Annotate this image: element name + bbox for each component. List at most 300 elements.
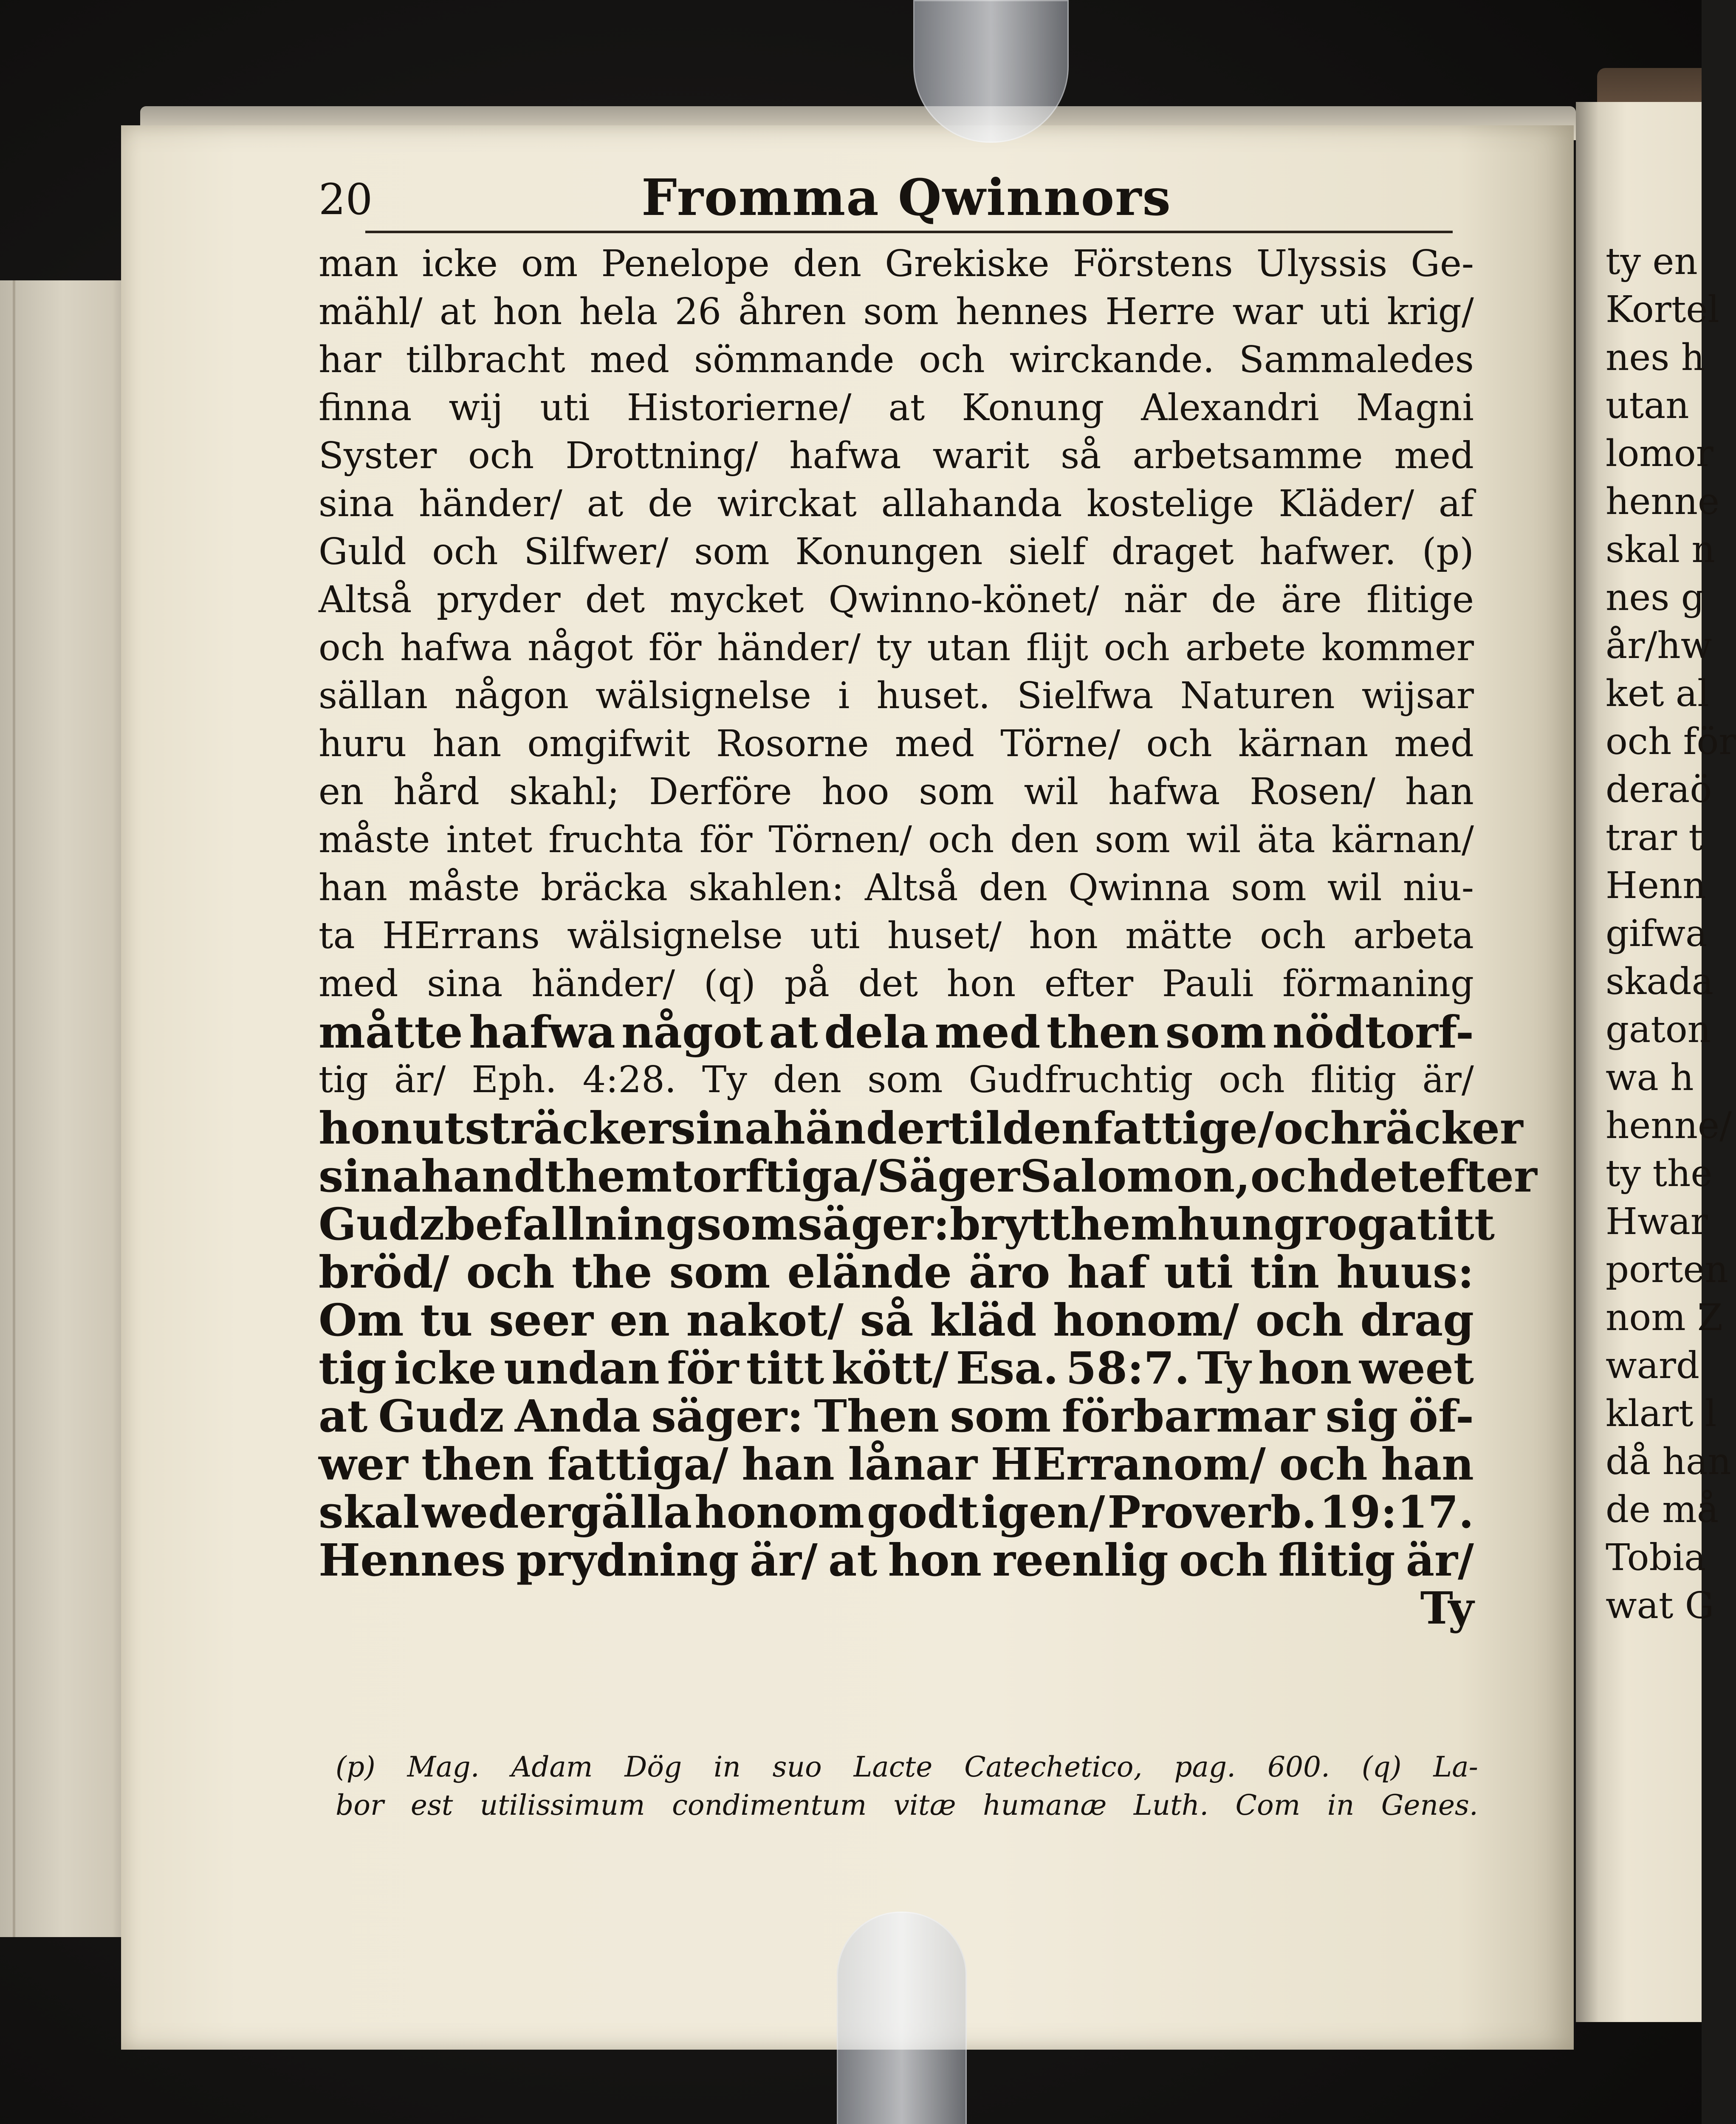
word: uti bbox=[810, 915, 860, 957]
word: om bbox=[521, 243, 578, 285]
word: niu- bbox=[1403, 867, 1474, 909]
word: at bbox=[888, 387, 925, 429]
word: huset/ bbox=[887, 915, 1002, 957]
word: någon bbox=[454, 675, 569, 717]
right-page-line: nes h bbox=[1606, 336, 1705, 379]
word: hon bbox=[1029, 915, 1098, 957]
word: något bbox=[621, 1006, 763, 1058]
word: som bbox=[919, 771, 994, 813]
word: drag bbox=[1360, 1294, 1474, 1346]
word: Naturen bbox=[1180, 675, 1335, 717]
word: titt bbox=[746, 1342, 824, 1394]
word: Syster bbox=[319, 435, 437, 477]
word: är/ bbox=[1406, 1534, 1474, 1586]
word: Derföre bbox=[649, 771, 792, 813]
word: fruchta bbox=[548, 819, 683, 861]
word: hafwa bbox=[1108, 771, 1220, 813]
word: at bbox=[439, 291, 476, 333]
word: in bbox=[1327, 1789, 1355, 1822]
word: kärnan/ bbox=[1331, 819, 1474, 861]
word: wedergälla bbox=[422, 1486, 692, 1538]
word: som bbox=[696, 1198, 798, 1250]
header-rule bbox=[365, 231, 1453, 233]
word: Genes. bbox=[1381, 1789, 1478, 1822]
right-page-line: henne/ bbox=[1606, 1104, 1732, 1147]
word: weet bbox=[1359, 1342, 1474, 1394]
word: Rosorne bbox=[716, 723, 869, 765]
word: den bbox=[1002, 1102, 1094, 1154]
word: wil bbox=[1186, 819, 1241, 861]
text-line bbox=[319, 336, 1474, 384]
word: och bbox=[466, 1246, 555, 1298]
footnote-line bbox=[336, 1748, 1478, 1786]
text-line bbox=[319, 1392, 1474, 1440]
word: nödtorf- bbox=[1272, 1006, 1474, 1058]
word: wil bbox=[1327, 867, 1382, 909]
word: händer/ bbox=[531, 963, 675, 1005]
word: bräcka bbox=[540, 867, 668, 909]
word: wälsignelse bbox=[567, 915, 783, 957]
right-page-line: gifwa bbox=[1606, 912, 1708, 955]
word: som bbox=[1165, 1006, 1267, 1058]
word: är/ bbox=[394, 1059, 446, 1101]
word: som bbox=[950, 1390, 1051, 1442]
word: Catechetico, bbox=[964, 1751, 1143, 1783]
word: honom/ bbox=[1053, 1294, 1239, 1346]
word: Törnen/ bbox=[768, 819, 912, 861]
word: Anda bbox=[514, 1390, 641, 1442]
word: det bbox=[1338, 1150, 1418, 1202]
word: Konungen bbox=[795, 531, 983, 573]
right-page-line: ward bbox=[1606, 1344, 1700, 1387]
word: som bbox=[694, 531, 770, 573]
word: Rosen/ bbox=[1250, 771, 1376, 813]
word: honom bbox=[694, 1486, 865, 1538]
word: en bbox=[610, 1294, 670, 1346]
text-line bbox=[319, 432, 1474, 480]
word: torftiga/ bbox=[672, 1150, 877, 1202]
word: hand bbox=[421, 1150, 545, 1202]
word: utilissimum bbox=[480, 1789, 645, 1822]
word: tu bbox=[420, 1294, 473, 1346]
right-page-line: Kortel bbox=[1606, 288, 1719, 331]
word: Ge- bbox=[1411, 243, 1474, 285]
word: säger: bbox=[651, 1390, 804, 1442]
word: sina bbox=[671, 1102, 773, 1154]
word: han bbox=[1381, 1438, 1474, 1490]
word: hafwa bbox=[789, 435, 901, 477]
right-page-line: lomor bbox=[1606, 432, 1713, 475]
word: Silfwer/ bbox=[524, 531, 669, 573]
word: sielf bbox=[1008, 531, 1086, 573]
word: tin bbox=[1250, 1246, 1320, 1298]
word: och bbox=[1179, 1534, 1268, 1586]
word: the bbox=[571, 1246, 652, 1298]
word: hoo bbox=[821, 771, 889, 813]
word: tig bbox=[319, 1342, 387, 1394]
word: krig/ bbox=[1387, 291, 1474, 333]
word: arbeta bbox=[1353, 915, 1474, 957]
word: war bbox=[1232, 291, 1303, 333]
word: och bbox=[1273, 1102, 1363, 1154]
word: pryder bbox=[436, 579, 561, 621]
word: säger: bbox=[797, 1198, 950, 1250]
word: huru bbox=[319, 723, 407, 765]
word: 58:7. bbox=[1066, 1342, 1190, 1394]
word: wij bbox=[449, 387, 503, 429]
bottom-page-clamp bbox=[837, 1912, 967, 2124]
word: äre bbox=[1281, 579, 1342, 621]
word: Proverb. bbox=[1107, 1486, 1317, 1538]
right-page-line: ket al bbox=[1606, 672, 1709, 715]
word: Hennes bbox=[319, 1534, 506, 1586]
word: bröd/ bbox=[319, 1246, 449, 1298]
word: titt bbox=[1417, 1198, 1495, 1250]
word: at bbox=[828, 1534, 878, 1586]
word: humanæ bbox=[982, 1789, 1107, 1822]
word: de bbox=[648, 483, 693, 525]
word: tilbracht bbox=[406, 339, 565, 381]
word: Magni bbox=[1356, 387, 1474, 429]
word: förmaning bbox=[1282, 963, 1474, 1005]
word: Törne/ bbox=[1000, 723, 1121, 765]
word: åhren bbox=[738, 291, 847, 333]
word: äro bbox=[968, 1246, 1050, 1298]
word: Gudz bbox=[319, 1198, 445, 1250]
word: wirckat bbox=[717, 483, 857, 525]
word: then bbox=[1046, 1006, 1160, 1058]
text-line bbox=[319, 672, 1474, 720]
word: Mag. bbox=[407, 1751, 480, 1783]
word: den bbox=[793, 243, 862, 285]
word: och bbox=[919, 339, 985, 381]
word: skahlen: bbox=[689, 867, 844, 909]
text-line bbox=[319, 912, 1474, 960]
word: Gudz bbox=[378, 1390, 504, 1442]
right-page-line: år/hw bbox=[1606, 624, 1712, 667]
text-line bbox=[319, 1296, 1474, 1344]
word: lånar bbox=[848, 1438, 977, 1490]
right-page-line: och för bbox=[1606, 720, 1736, 763]
word: för bbox=[699, 819, 753, 861]
word: Kläder/ bbox=[1279, 483, 1414, 525]
word: sina bbox=[319, 1150, 421, 1202]
body-text bbox=[319, 240, 1537, 1634]
word: (q) bbox=[703, 963, 756, 1005]
catchword bbox=[319, 1584, 1474, 1632]
word: som bbox=[1231, 867, 1307, 909]
word: i bbox=[838, 675, 850, 717]
word: och bbox=[1250, 1150, 1339, 1202]
word: bor bbox=[336, 1789, 384, 1822]
right-page-line: skal n bbox=[1606, 528, 1715, 571]
word: sina bbox=[427, 963, 503, 1005]
text-line bbox=[319, 1198, 1495, 1250]
word: Ulyssis bbox=[1256, 243, 1388, 285]
word: them bbox=[545, 1150, 672, 1202]
word: suo bbox=[772, 1751, 822, 1783]
word: hafwer. bbox=[1259, 531, 1397, 573]
word: sömmande bbox=[694, 339, 895, 381]
word: som bbox=[1095, 819, 1170, 861]
word: haf bbox=[1067, 1246, 1147, 1298]
word: med bbox=[1394, 723, 1474, 765]
word: mähl/ bbox=[319, 291, 423, 333]
word: flitig bbox=[1278, 1534, 1395, 1586]
word: omgifwit bbox=[527, 723, 690, 765]
text-line bbox=[319, 1056, 1474, 1104]
word: draget bbox=[1111, 531, 1234, 573]
text-line bbox=[319, 1008, 1474, 1056]
word: med bbox=[895, 723, 975, 765]
word: räcker bbox=[1362, 1102, 1523, 1154]
word: mätte bbox=[1125, 915, 1233, 957]
word: igen/ bbox=[981, 1486, 1105, 1538]
text-line bbox=[319, 1150, 1537, 1202]
word: HErrans bbox=[382, 915, 540, 957]
right-page-line: nes g bbox=[1606, 576, 1705, 619]
word: uti bbox=[540, 387, 590, 429]
word: Lacte bbox=[853, 1751, 933, 1783]
word: uti bbox=[1320, 291, 1370, 333]
right-page-line: ty the bbox=[1606, 1152, 1713, 1195]
running-title: Fromma Qwinnors bbox=[641, 168, 1171, 227]
word: flijt bbox=[1026, 627, 1088, 669]
word: Qwinno-könet/ bbox=[828, 579, 1099, 621]
text-line bbox=[319, 1344, 1474, 1392]
word: HErranom/ bbox=[991, 1438, 1266, 1490]
word: de bbox=[1211, 579, 1256, 621]
word: sig bbox=[1325, 1390, 1398, 1442]
right-page-line: henne bbox=[1606, 480, 1719, 523]
word: Konung bbox=[962, 387, 1104, 429]
word: Altså bbox=[319, 579, 412, 621]
text-line bbox=[319, 864, 1474, 912]
word: ta bbox=[319, 915, 355, 957]
word: finna bbox=[319, 387, 412, 429]
word: Pauli bbox=[1162, 963, 1254, 1005]
text-line bbox=[319, 480, 1474, 528]
word: then bbox=[421, 1438, 534, 1490]
word: Esa. bbox=[956, 1342, 1059, 1394]
word: elände bbox=[787, 1246, 952, 1298]
word: wer bbox=[319, 1438, 408, 1490]
word: af bbox=[1438, 483, 1474, 525]
word: när bbox=[1123, 579, 1187, 621]
word: måste bbox=[408, 867, 520, 909]
word: skahl; bbox=[509, 771, 620, 813]
word: til bbox=[948, 1102, 1002, 1154]
word: 26 bbox=[675, 291, 722, 333]
word: för bbox=[648, 627, 702, 669]
word: äta bbox=[1257, 819, 1315, 861]
word: condimentum bbox=[672, 1789, 867, 1822]
word: Dög bbox=[624, 1751, 682, 1783]
text-line bbox=[319, 384, 1474, 432]
text-line bbox=[319, 528, 1474, 576]
word: utsträcker bbox=[412, 1102, 671, 1154]
word: est bbox=[410, 1789, 453, 1822]
word: hon bbox=[946, 963, 1016, 1005]
word: något bbox=[528, 627, 633, 669]
word: arbete bbox=[1185, 627, 1306, 669]
word: med bbox=[934, 1006, 1041, 1058]
word: huset. bbox=[876, 675, 991, 717]
word: som bbox=[669, 1246, 771, 1298]
word: Grekiske bbox=[885, 243, 1050, 285]
word: icke bbox=[422, 243, 498, 285]
right-page-line: då han bbox=[1606, 1440, 1731, 1483]
word: efter bbox=[1044, 963, 1134, 1005]
word: Historierne/ bbox=[627, 387, 852, 429]
text-line bbox=[319, 624, 1474, 672]
word: Sammaledes bbox=[1239, 339, 1474, 381]
text-line bbox=[319, 288, 1474, 336]
word: icke bbox=[394, 1342, 497, 1394]
word: han bbox=[742, 1438, 835, 1490]
word: Guld bbox=[319, 531, 406, 573]
word: Then bbox=[814, 1390, 940, 1442]
word: hon bbox=[319, 1102, 412, 1154]
word: man bbox=[319, 243, 399, 285]
word: befallning bbox=[444, 1198, 697, 1250]
right-page-line: Tobia bbox=[1606, 1537, 1706, 1579]
word: Alexandri bbox=[1141, 387, 1319, 429]
word: och bbox=[1146, 723, 1212, 765]
word: at bbox=[769, 1006, 818, 1058]
right-page-line: Hwar bbox=[1606, 1200, 1708, 1243]
word: Säger bbox=[877, 1150, 1020, 1202]
footnote-line bbox=[336, 1786, 1478, 1825]
word: den bbox=[773, 1059, 842, 1101]
word: (p) bbox=[336, 1751, 375, 1783]
word: at bbox=[319, 1390, 368, 1442]
word: hafwa bbox=[400, 627, 512, 669]
word: uti bbox=[1164, 1246, 1234, 1298]
word: Adam bbox=[511, 1751, 593, 1783]
text-line bbox=[319, 816, 1474, 864]
word: hon bbox=[1258, 1342, 1352, 1394]
left-page-stack bbox=[0, 280, 140, 1937]
word: Luth. bbox=[1133, 1789, 1209, 1822]
word: han bbox=[432, 723, 502, 765]
word: och bbox=[1255, 1294, 1344, 1346]
word: Altså bbox=[864, 867, 958, 909]
right-page-line: wat G bbox=[1606, 1585, 1714, 1627]
word: (p) bbox=[1422, 531, 1474, 573]
word: fattige/ bbox=[1093, 1102, 1274, 1154]
right-page-line: porten bbox=[1606, 1248, 1728, 1291]
word: hård bbox=[393, 771, 480, 813]
word: han bbox=[1405, 771, 1474, 813]
word: förbarmar bbox=[1061, 1390, 1315, 1442]
word: kläd bbox=[929, 1294, 1037, 1346]
word: händer/ bbox=[418, 483, 563, 525]
footnotes bbox=[336, 1748, 1478, 1825]
word: öf- bbox=[1409, 1390, 1474, 1442]
word: La- bbox=[1433, 1751, 1478, 1783]
word: fattiga/ bbox=[547, 1438, 728, 1490]
word: den bbox=[1010, 819, 1079, 861]
word: som bbox=[867, 1059, 943, 1101]
word: Förstens bbox=[1073, 243, 1233, 285]
word: Qwinna bbox=[1068, 867, 1210, 909]
word: (q) bbox=[1361, 1751, 1402, 1783]
word: Salomon, bbox=[1020, 1150, 1250, 1202]
word: kommer bbox=[1321, 627, 1474, 669]
text-line bbox=[319, 720, 1474, 768]
right-page-line: utan bbox=[1606, 384, 1689, 427]
word: wil bbox=[1024, 771, 1079, 813]
word: Herre bbox=[1105, 291, 1216, 333]
word: bryt bbox=[949, 1198, 1050, 1250]
word: Gudfruchtig bbox=[968, 1059, 1193, 1101]
word: hon bbox=[888, 1534, 982, 1586]
word: är/ bbox=[1422, 1059, 1474, 1101]
word: det bbox=[585, 579, 645, 621]
word: in bbox=[714, 1751, 741, 1783]
word: och bbox=[1260, 915, 1326, 957]
word: wijsar bbox=[1361, 675, 1474, 717]
page-header bbox=[319, 170, 1465, 234]
word: kärnan bbox=[1238, 723, 1369, 765]
word: Ty bbox=[1197, 1342, 1251, 1394]
word: Om bbox=[319, 1294, 404, 1346]
word: Ty bbox=[702, 1059, 747, 1101]
text-line bbox=[319, 1488, 1474, 1536]
right-page-line: de må bbox=[1606, 1488, 1719, 1531]
word: måste bbox=[319, 819, 430, 861]
word: huus: bbox=[1336, 1246, 1474, 1298]
word: med bbox=[319, 963, 398, 1005]
word: 19:17. bbox=[1319, 1486, 1474, 1538]
word: ty bbox=[876, 627, 912, 669]
word: intet bbox=[446, 819, 533, 861]
word: så bbox=[860, 1294, 914, 1346]
text-line bbox=[319, 960, 1474, 1008]
word: allahanda bbox=[881, 483, 1062, 525]
word: them bbox=[1050, 1198, 1177, 1250]
word: och bbox=[1104, 627, 1170, 669]
right-page-line: deraö bbox=[1606, 768, 1712, 811]
text-line bbox=[319, 576, 1474, 624]
word: Drottning/ bbox=[565, 435, 758, 477]
right-page-line: gaton bbox=[1606, 1008, 1711, 1051]
word: är/ bbox=[749, 1534, 818, 1586]
text-line bbox=[319, 1102, 1523, 1154]
word: hungroga bbox=[1177, 1198, 1417, 1250]
word: godt bbox=[867, 1486, 979, 1538]
word: flitig bbox=[1310, 1059, 1397, 1101]
word: dela bbox=[824, 1006, 929, 1058]
word: hon bbox=[493, 291, 562, 333]
word: vitæ bbox=[893, 1789, 956, 1822]
text-line bbox=[319, 240, 1474, 288]
right-page-line: trar t bbox=[1606, 816, 1703, 859]
word: kött/ bbox=[831, 1342, 949, 1394]
word: mycket bbox=[669, 579, 804, 621]
word: sina bbox=[319, 483, 395, 525]
word: Ty bbox=[1420, 1582, 1474, 1634]
page-number: 20 bbox=[319, 175, 373, 224]
word: för bbox=[667, 1342, 739, 1394]
right-page-line: Henn bbox=[1606, 864, 1706, 907]
word: och bbox=[468, 435, 534, 477]
word: den bbox=[979, 867, 1048, 909]
word: reenlig bbox=[992, 1534, 1169, 1586]
word: tig bbox=[319, 1059, 369, 1101]
text-line bbox=[319, 768, 1474, 816]
